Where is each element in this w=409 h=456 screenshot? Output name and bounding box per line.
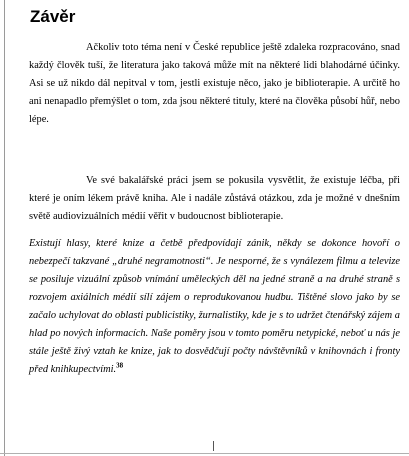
page-bottom-border <box>0 453 409 454</box>
text-cursor <box>208 441 214 451</box>
paragraph-2: Ve své bakalářské práci jsem se pokusila vysvětlit, že existuje léčba, při které je oním lékem právě kniha. Ale i nadále zůstává otázkou, zda je možné v dnešním světě audiovizuálních médií věřit v budoucnost biblioterapie. <box>29 175 400 222</box>
page-left-border <box>4 0 5 456</box>
paragraph-3-quote <box>29 235 400 379</box>
footnote-reference[interactable]: 38 <box>116 361 124 370</box>
section-heading: Závěr <box>30 7 76 26</box>
paragraph-3-text: Existují hlasy, které knize a četbě předpovídají zánik, někdy se dokonce hovoří o nebezpečí takzvané „druhé negramotnosti“. Je nesporné, že s vynálezem filmu a televize se posiluje vizuální způsob vnímání uměleckých děl na jedné straně a na druhé straně s rozvojem axiálních médií sílí zájem o reprodukovanou hudbu. Tištěné slovo jako by se začalo uchylovat do oblasti publicistiky, žurnalistiky, kde je s to udržet čtenářský zájem a hlad po nových informacích. Naše poměry jsou v tomto poměru netypické, neboť u nás je stále ještě živý vztah ke knize, jak to dosvědčují počty návštěvníků v knihovnách i fronty před knihkupectvími. <box>29 238 400 375</box>
paragraph-1: Ačkoliv toto téma není v České republice ještě zdaleka rozpracováno, snad každý člověk tuší, že literatura jako taková může mít na některé lidi blahodárné účinky. Asi se už nikdo dál nepitval v tom, jestli existuje něco, jako je biblioterapie. A určitě ho ani nenapadlo přemýšlet o tom, zda jsou některé tituly, které na člověka působí hůř, nebo lépe. <box>29 42 400 125</box>
